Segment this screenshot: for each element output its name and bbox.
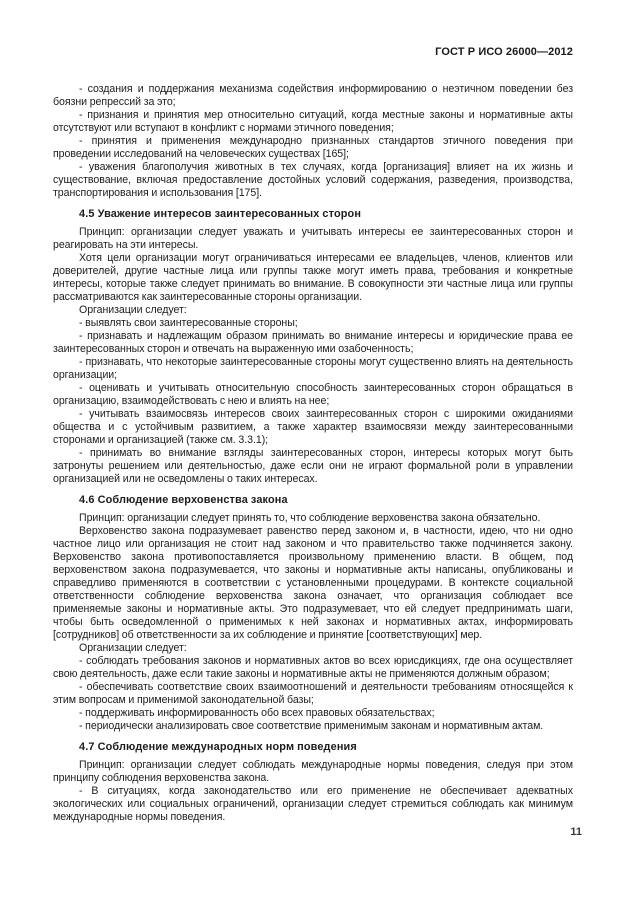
list-item: - учитывать взаимосвязь интересов своих заинтересованных сторон с широкими ожиданиями общества и с устойчивым развитием, а также характер взаимосвязи между заинтересованными сторонами и организацией (также см. 3.3.1); — [53, 408, 573, 446]
list-item: - поддерживать информированность обо всех правовых обязательствах; — [79, 707, 435, 719]
page-number: 11 — [570, 826, 582, 838]
list-item: - обеспечивать соответствие своих взаимоотношений и деятельности требованиям относящейся к этим вопросам и применимой законодательной базы; — [53, 681, 573, 706]
list-item: - В ситуациях, когда законодательство или его применение не обеспечивает адекватных экологических или социальных ограничений, организации следует стремиться соблюдать как минимум международные нормы поведения. — [53, 785, 573, 823]
list-item: - признавать, что некоторые заинтересованные стороны могут существенно влиять на деятельность организации; — [53, 356, 573, 381]
paragraph: Принцип: организации следует уважать и учитывать интересы ее заинтересованных сторон и реагировать на эти интересы. — [53, 226, 573, 251]
list-item: - соблюдать требования законов и нормативных актов во всех юрисдикциях, где она осуществляет свою деятельность, даже если такие законы и нормативные акты не применяются должным образом; — [53, 655, 573, 680]
list-item: - уважения благополучия животных в тех случаях, когда [организация] влияет на их жизнь и существование, включая предоставление достойных условий содержания, разведения, производства, транспортирования и использования [175]. — [53, 161, 573, 199]
paragraph: Организации следует: — [79, 642, 187, 654]
document-header: ГОСТ Р ИСО 26000—2012 — [435, 46, 573, 58]
list-item: - принимать во внимание взгляды заинтересованных сторон, интересы которых могут быть затронуты решением или деятельностью, даже если они не играют формальной роли в управлении организацией или не осведомлены о таких интересах. — [53, 447, 573, 485]
section-heading: 4.5 Уважение интересов заинтересованных сторон — [79, 208, 362, 220]
paragraph: Принцип: организации следует принять то, что соблюдение верховенства закона обязательно. — [79, 512, 541, 524]
paragraph: Принцип: организации следует соблюдать международные нормы поведения, следуя при этом принципу соблюдения верховенства закона. — [53, 759, 573, 784]
document-content — [53, 83, 573, 824]
list-item: - выявлять свои заинтересованные стороны; — [79, 317, 298, 329]
section-heading: 4.7 Соблюдение международных норм поведения — [79, 741, 357, 753]
list-item: - признания и принятия мер относительно ситуаций, когда местные законы и нормативные акты отсутствуют или вступают в конфликт с нормами этичного поведения; — [53, 109, 573, 134]
list-item: - создания и поддержания механизма содействия информированию о неэтичном поведении без боязни репрессий за это; — [53, 83, 573, 108]
paragraph: Хотя цели организации могут ограничиваться интересами ее владельцев, членов, клиентов или доверителей, другие частные лица или группы также могут иметь права, требования и конкретные интересы, которые также следует принимать во внимание. В совокупности эти частные лица или группы рассматриваются как заинтересованные стороны организации. — [53, 252, 573, 303]
list-item: - принятия и применения международно признанных стандартов этичного поведения при проведении исследований на человеческих существах [165]; — [53, 135, 573, 160]
list-item: - признавать и надлежащим образом принимать во внимание интересы и юридические права ее заинтересованных сторон и отвечать на выраженную ими озабоченность; — [53, 330, 573, 355]
list-item: - периодически анализировать свое соответствие применимым законам и нормативным актам. — [79, 720, 544, 732]
paragraph: Верховенство закона подразумевает равенство перед законом и, в частности, идею, что ни одно частное лицо или организация не стоит над законом и что правительство также подчиняется закону. Верховенство закона противопоставляется произвольному применению власти. В общем, под верховенством закона подразумевается, что законы и нормативные акты написаны, опубликованы и справедливо применяются в соответствии с установленными процедурами. В контексте социальной ответственности соблюдение верховенства закона означает, что организация соблюдает все применяемые законы и нормативные акты. Это подразумевает, что ей следует предпринимать шаги, чтобы быть осведомленной о применимых к ней законах и нормативных актах, информировать [сотрудников] об ответственности за их соблюдение и принятие [соответствующих] мер. — [53, 525, 573, 641]
section-heading: 4.6 Соблюдение верховенства закона — [79, 494, 288, 506]
list-item: - оценивать и учитывать относительную способность заинтересованных сторон обращаться в организацию, взаимодействовать с нею и влиять на нее; — [53, 382, 573, 407]
paragraph: Организации следует: — [79, 304, 187, 316]
